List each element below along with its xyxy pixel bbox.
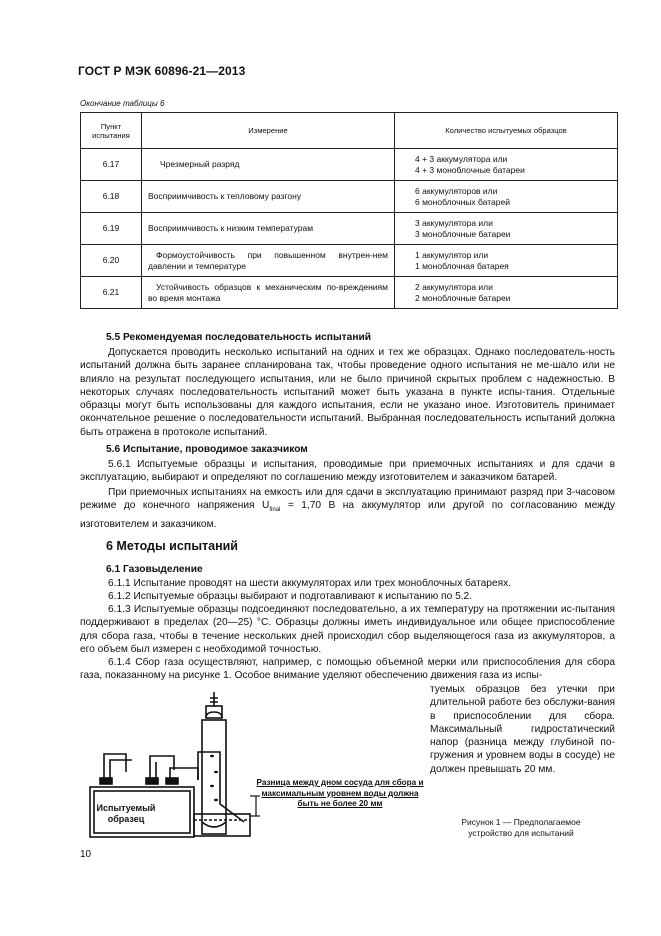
header-count-text: Количество испытуемых образцов bbox=[445, 126, 567, 135]
cell-count bbox=[395, 245, 618, 277]
cell-clause: 6.20 bbox=[81, 245, 142, 277]
section-5-6-heading: 5.6 Испытание, проводимое заказчиком bbox=[106, 444, 308, 455]
table-row bbox=[81, 213, 618, 245]
cell-measure bbox=[142, 149, 395, 181]
section-6-1-heading: 6.1 Газовыделение bbox=[106, 564, 203, 575]
count-line: 6 моноблочных батарей bbox=[415, 196, 510, 207]
cell-clause: 6.19 bbox=[81, 213, 142, 245]
text-part: = 1,70 В на аккумулятор или другой по согласованию между изготовителем и заказчиком. bbox=[80, 500, 615, 530]
header-count bbox=[395, 113, 618, 149]
text-part: При приемочных испытаниях на емкость или для сдачи в эксплуатацию принимают разряд при 3-часовом режиме до конечного напряжения U bbox=[80, 487, 615, 512]
measure-text: Чрезмерный разряд bbox=[160, 159, 240, 169]
count-line: 4 + 3 моноблочные батареи bbox=[415, 164, 525, 175]
cell-measure bbox=[142, 245, 395, 277]
cell-count bbox=[395, 277, 618, 309]
table-row bbox=[81, 277, 618, 309]
section-6-heading: 6 Методы испытаний bbox=[106, 539, 238, 553]
page-number: 10 bbox=[80, 849, 92, 860]
clause-6-1-1: 6.1.1 Испытание проводят на шести аккумуляторах или трех моноблочных батареях. bbox=[108, 578, 512, 589]
table-row bbox=[81, 149, 618, 181]
clause-6-1-3: 6.1.3 Испытуемые образцы подсоединяют последовательно, а их температуру на протяжении ис-пытания поддерживают в пределах (20—25) °С. Образцы должны иметь индивидуальное или общее приспособление для сбора газа, чтобы в течение нескольких дней происходил сбор выделяющегося газа из аккумуляторов, а его объем был измерен с необходимой точностью. bbox=[80, 604, 615, 655]
cell-clause: 6.17 bbox=[81, 149, 142, 181]
header-measure bbox=[142, 113, 395, 149]
count-line: 4 + 3 аккумулятора или bbox=[415, 153, 508, 164]
table-row bbox=[81, 245, 618, 277]
cell-count bbox=[395, 181, 618, 213]
cell-count bbox=[395, 149, 618, 181]
header-measure-text: Измерение bbox=[248, 126, 288, 135]
header-clause bbox=[81, 113, 142, 149]
count-line: 1 аккумулятор или bbox=[415, 249, 489, 260]
count-line: 3 аккумулятора или bbox=[415, 217, 493, 228]
count-line: 3 моноблочные батареи bbox=[415, 228, 511, 239]
cell-measure bbox=[142, 181, 395, 213]
table-6 bbox=[80, 112, 618, 309]
figure-note: Разница между дном сосуда для сбора и максимальным уровнем воды должна быть не более 20 мм bbox=[256, 778, 424, 808]
subscript-final: final bbox=[269, 507, 281, 514]
measure-text: Устойчивость образцов к механическим по-вреждениям во время монтажа bbox=[148, 281, 388, 303]
header-clause-text: Пункт испытания bbox=[92, 121, 130, 140]
clause-6-1-4-continued: туемых образцов без утечки при длительной работе без обслужи-вания в приспособлении для сбора. Максимальный гидростатический напор (разница между глубиной по-гружения и уровнем воды в сосуде) не должен превышать 20 мм. bbox=[430, 684, 615, 775]
clause-5-6-1-continued bbox=[80, 486, 615, 531]
cell-clause: 6.21 bbox=[81, 277, 142, 309]
clause-5-6-1: 5.6.1 Испытуемые образцы и испытания, проводимые при приемочных испытаниях и для сдачи в эксплуатацию, выбирают и определяют по соглашению между изготовителем и заказчиком батарей. bbox=[80, 459, 615, 484]
measure-text: Восприимчивость к низким температурам bbox=[148, 223, 314, 233]
cell-count bbox=[395, 213, 618, 245]
collection-vessel bbox=[202, 720, 226, 834]
table-row bbox=[81, 181, 618, 213]
count-line: 1 моноблочная батарея bbox=[415, 260, 509, 271]
cell-measure bbox=[142, 213, 395, 245]
measure-text: Формоустойчивость при повышенном внутрен-нем давлении и температуре bbox=[148, 249, 388, 271]
table-header-row bbox=[81, 113, 618, 149]
figure-caption: Рисунок 1 — Предполагаемое устройство для испытаний bbox=[461, 817, 581, 838]
section-5-5-heading: 5.5 Рекомендуемая последовательность испытаний bbox=[106, 332, 371, 343]
cell-clause: 6.18 bbox=[81, 181, 142, 213]
count-line: 6 аккумуляторов или bbox=[415, 185, 498, 196]
count-line: 2 моноблочные батареи bbox=[415, 292, 511, 303]
cell-measure bbox=[142, 277, 395, 309]
count-line: 2 аккумулятора или bbox=[415, 281, 493, 292]
test-sample-label: Испытуемый образец bbox=[96, 803, 156, 824]
table-caption: Окончание таблицы 6 bbox=[80, 99, 165, 108]
clause-6-1-2: 6.1.2 Испытуемые образцы выбирают и подготавливают к испытанию по 5.2. bbox=[108, 591, 473, 602]
document-header: ГОСТ Р МЭК 60896-21—2013 bbox=[78, 64, 246, 78]
clause-6-1-4: 6.1.4 Сбор газа осуществляют, например, с помощью объемной мерки или приспособления для сбора газа, показанному на рисунке 1. Особое внимание уделяют обеспечению движения газа из испы- bbox=[80, 657, 615, 682]
measure-text: Восприимчивость к тепловому разгону bbox=[148, 191, 302, 201]
section-5-5-paragraph: Допускается проводить несколько испытаний на одних и тех же образцах. Однако последователь-ность испытаний должна быть заранее спланирована так, чтобы проведение одного испытания не ме-шало или не влияло на результат последующего испытания, или не было причиной скрытых проблем с надежностью. В некоторых случаях последовательность испытаний может быть указана в пункте испы-тания. Отдельные образцы могут быть использованы для каждого испытания, если не указано иное. Изготовитель принимает окончательное решение о последовательности испытаний. Выбранная последовательность испытаний должна быть отражена в протоколе испытаний. bbox=[80, 347, 615, 438]
